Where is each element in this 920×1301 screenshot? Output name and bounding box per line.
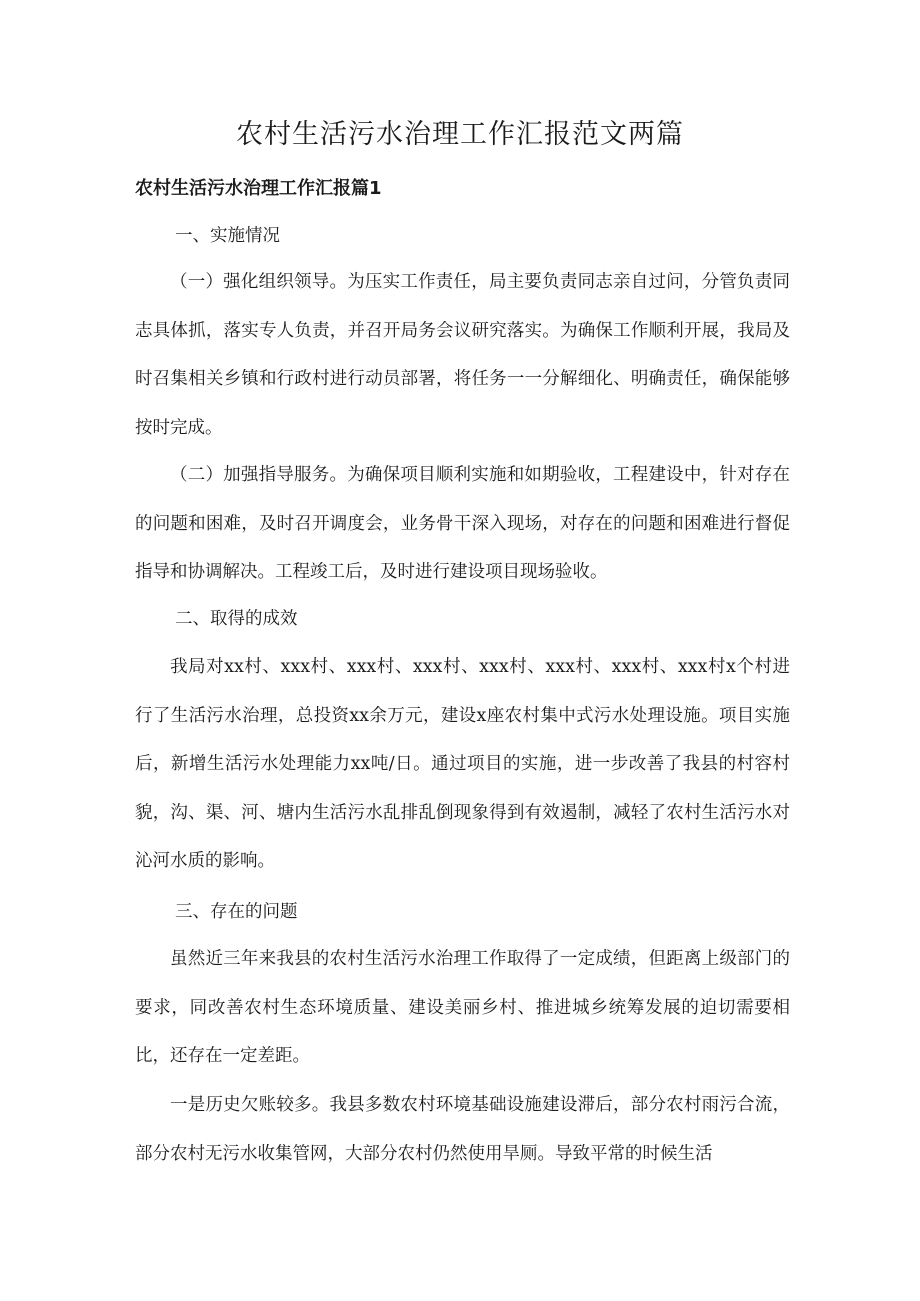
heading-achievements: 二、取得的成效 xyxy=(175,609,298,629)
paragraph-achievements: 我局对xx村、xxx村、xxx村、xxx村、xxx村、xxx村、xxx村、xxx村x个村进行了生活污水治理，总投资xx余万元，建设x座农村集中式污水处理设施。项目实施后，新增生活污水处理能力xx吨/日。通过项目的实施，进一步改善了我县的村容村貌，沟、渠、河、塘内生活污水乱排乱倒现象得到有效遏制，减轻了农村生活污水对沁河水质的影响。 xyxy=(135,657,790,872)
heading-problems: 三、存在的问题 xyxy=(175,902,298,922)
section-title: 农村生活污水治理工作汇报篇1 xyxy=(135,178,382,199)
paragraph-guidance: （二）加强指导服务。为确保项目顺利实施和如期验收，工程建设中，针对存在的问题和困难，及时召开调度会，业务骨干深入现场，对存在的问题和困难进行督促指导和协调解决。工程竣工后，及时进行建设项目现场验收。 xyxy=(135,465,790,583)
paragraph-history-debt: 一是历史欠账较多。我县多数农村环境基础设施建设滞后，部分农村雨污合流，部分农村无污水收集管网，大部分农村仍然使用旱厕。导致平常的时候生活 xyxy=(135,1095,790,1164)
paragraph-organization: （一）强化组织领导。为压实工作责任，局主要负责同志亲自过问，分管负责同志具体抓，落实专人负责，并召开局务会议研究落实。为确保工作顺利开展，我局及时召集相关乡镇和行政村进行动员部署，将任务一一分解细化、明确责任，确保能够按时完成。 xyxy=(135,272,790,438)
heading-implementation: 一、实施情况 xyxy=(175,226,280,246)
paragraph-gap: 虽然近三年来我县的农村生活污水治理工作取得了一定成绩，但距离上级部门的要求，同改善农村生态环境质量、建设美丽乡村、推进城乡统筹发展的迫切需要相比，还存在一定差距。 xyxy=(135,949,790,1067)
document-title: 农村生活污水治理工作汇报范文两篇 xyxy=(236,119,684,150)
